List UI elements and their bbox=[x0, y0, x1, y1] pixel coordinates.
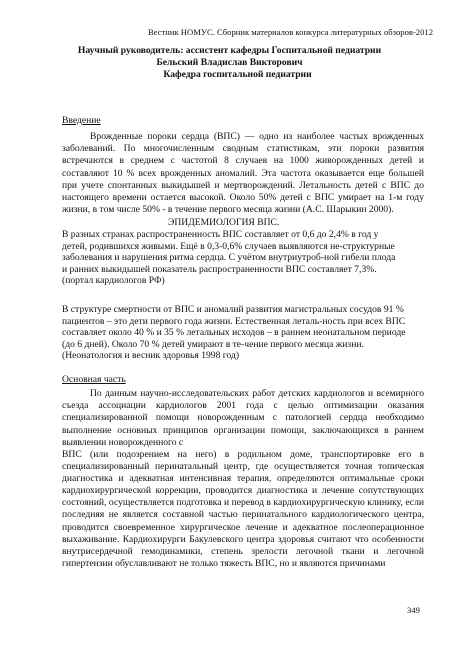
epidemiology-block-2 bbox=[62, 304, 407, 362]
intro-heading: Введение bbox=[62, 115, 101, 126]
intro-section bbox=[62, 131, 424, 216]
advisor-name: Бельский Владислав Викторович bbox=[156, 57, 303, 68]
epidemiology-heading: ЭПИДЕМИОЛОГИЯ ВПС. bbox=[168, 217, 280, 228]
main-paragraph-1: По данным научно-исследовательских работ детских кардиологов и всемирного съезда ассоциации кардиологов 2001 года с целью оптимизации оказания специализированной помощи новорожденным с патологией сердца необходимо выполнение основных принципов организации помощи, заключающихся в раннем выявлении новорожденного с bbox=[62, 388, 424, 448]
running-header: Вестник НОМУС. Сборник материалов конкурса литературных обзоров-2012 bbox=[147, 27, 433, 37]
main-paragraph-2: ВПС (или подозрением на него) в родильном доме, транспортировке его в специализированный перинатальный центр, где осуществляется точная топическая диагностика и адекватная интенсивная терапия, определяются оптимальные сроки кардиохирургической коррекции, проводится диагностика и лечение сопутствующих состояний, осуществляется подготовка и перевод в кардиохирургическую клинику, если последняя не является составной частью перинатального кардиологического центра, проводится своевременное хирургическое лечение и адекватное послеоперационное выхаживание. Кардиохирурги Бакулевского центра здоровья считают что особенности внутрисердечной гемодинамики, степень зрелости легочной ткани и легочной гипертензии обуславливают не только тяжесть ВПС, но и являются причинами bbox=[62, 449, 424, 569]
advisor-line: Научный руководитель: ассистент кафедры Госпитальной педиатрии bbox=[77, 45, 382, 56]
department-name: Кафедра госпитальной педиатрии bbox=[163, 69, 312, 80]
main-block-2 bbox=[62, 449, 424, 570]
main-heading: Основная часть bbox=[62, 374, 126, 385]
epidemiology-paragraph-1: В разных странах распространенность ВПС составляет от 0,6 до 2,4% в год у детей, родившихся живыми. Ещё в 0,3-0,6% случаев выявляются не-структурные заболевания и нарушения ритма сердца. С учётом внутриутроб-ной гибели плода и ранних выкидышей показатель распространенности ВПС составляет 7,3%.(портал кардиологов РФ) bbox=[62, 229, 396, 287]
intro-paragraph: Врожденные пороки сердца (ВПС) — одно из наиболее частых врожденных заболеваний. По многочисленным сводным статистикам, эти пороки развития встречаются в среднем с частотой 8 случаев на 1000 живорожденных детей и составляют 10 % всех врожденных аномалий. Эта частота оказывается еще большей при учете спонтанных выкидышей и мертворождений. Летальность детей с ВПС до настоящего времени остается высокой. Около 50% детей с ВПС умирает на 1-м году жизни, в том числе 50% - в течение первого месяца жизни (А.С. Шарыкин 2000). bbox=[62, 131, 424, 216]
page-number: 349 bbox=[407, 605, 420, 615]
main-block-1 bbox=[62, 388, 424, 449]
epidemiology-paragraph-2: В структуре смертности от ВПС и аномалий развития магистральных сосудов 91 % пациентов – это дети первого года жизни. Естественная леталь-ность при всех ВПС составляет около 40 % и 35 % летальных исходов – в раннем неонатальном периоде (до 6 дней). Около 70 % детей умирают в те-чение первого месяца жизни.(Неонатология и весник здоровья 1998 год) bbox=[62, 304, 406, 362]
epidemiology-block-1 bbox=[62, 229, 402, 287]
